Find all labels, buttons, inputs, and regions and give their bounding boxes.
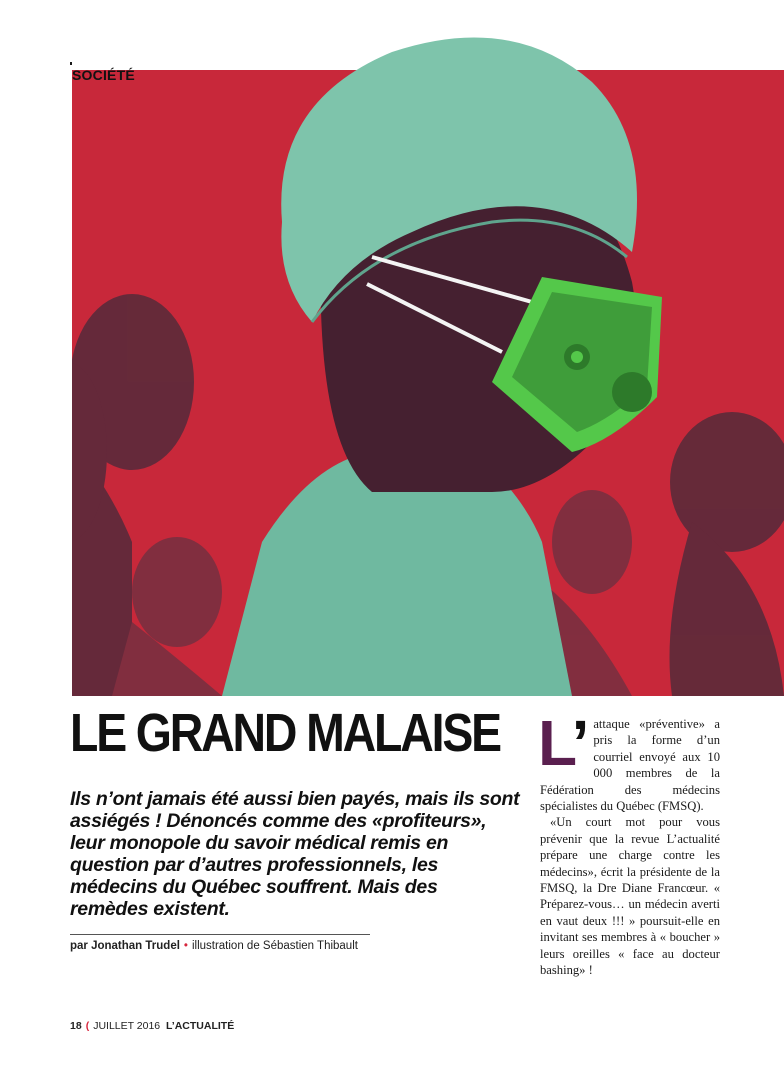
footer-bracket: (	[85, 1020, 90, 1032]
body-paragraph-2: «Un court mot pour vous prévenir que la revue L’actualité prépare une charge contre les médecins», écrit la présidente de la FMSQ, la Dre Diane Francœur. « Préparez-vous… un médecin averti en vaut deux !!! » poursuit-elle en invitant ses membres à « boucher » leurs oreilles « face au docteur bashing» !	[540, 815, 720, 978]
drop-cap-apostrophe: ’	[571, 707, 588, 779]
article-headline: LE GRAND MALAISE	[70, 703, 500, 763]
magazine-name: L’ACTUALITÉ	[165, 1020, 235, 1032]
page-number: 18	[70, 1020, 82, 1032]
byline	[70, 940, 358, 952]
byline-illustration-credit: illustration de Sébastien Thibault	[191, 940, 358, 952]
section-label: SOCIÉTÉ	[72, 67, 135, 83]
byline-separator: •	[183, 940, 188, 952]
byline-author: par Jonathan Trudel	[70, 940, 180, 952]
body-paragraph-1: attaque «préventive» a pris la forme d’un courriel envoyé aux 10 000 membres de la Fédération des médecins spécialistes du Québec (FMSQ).	[540, 717, 720, 814]
issue-date: JUILLET 2016	[93, 1020, 161, 1032]
drop-cap	[538, 707, 588, 779]
byline-rule	[70, 934, 370, 935]
article-deck: Ils n’ont jamais été aussi bien payés, mais ils sont assiégés ! Dénoncés comme des «profiteurs», leur monopole du savoir médical remis en question par d’autres professionnels, les médecins du Québec souffrent. Mais des remèdes existent.	[70, 788, 520, 920]
cover-illustration	[72, 22, 784, 696]
page-footer	[70, 1020, 234, 1032]
drop-cap-letter: L	[538, 707, 572, 779]
article-body	[538, 707, 720, 979]
